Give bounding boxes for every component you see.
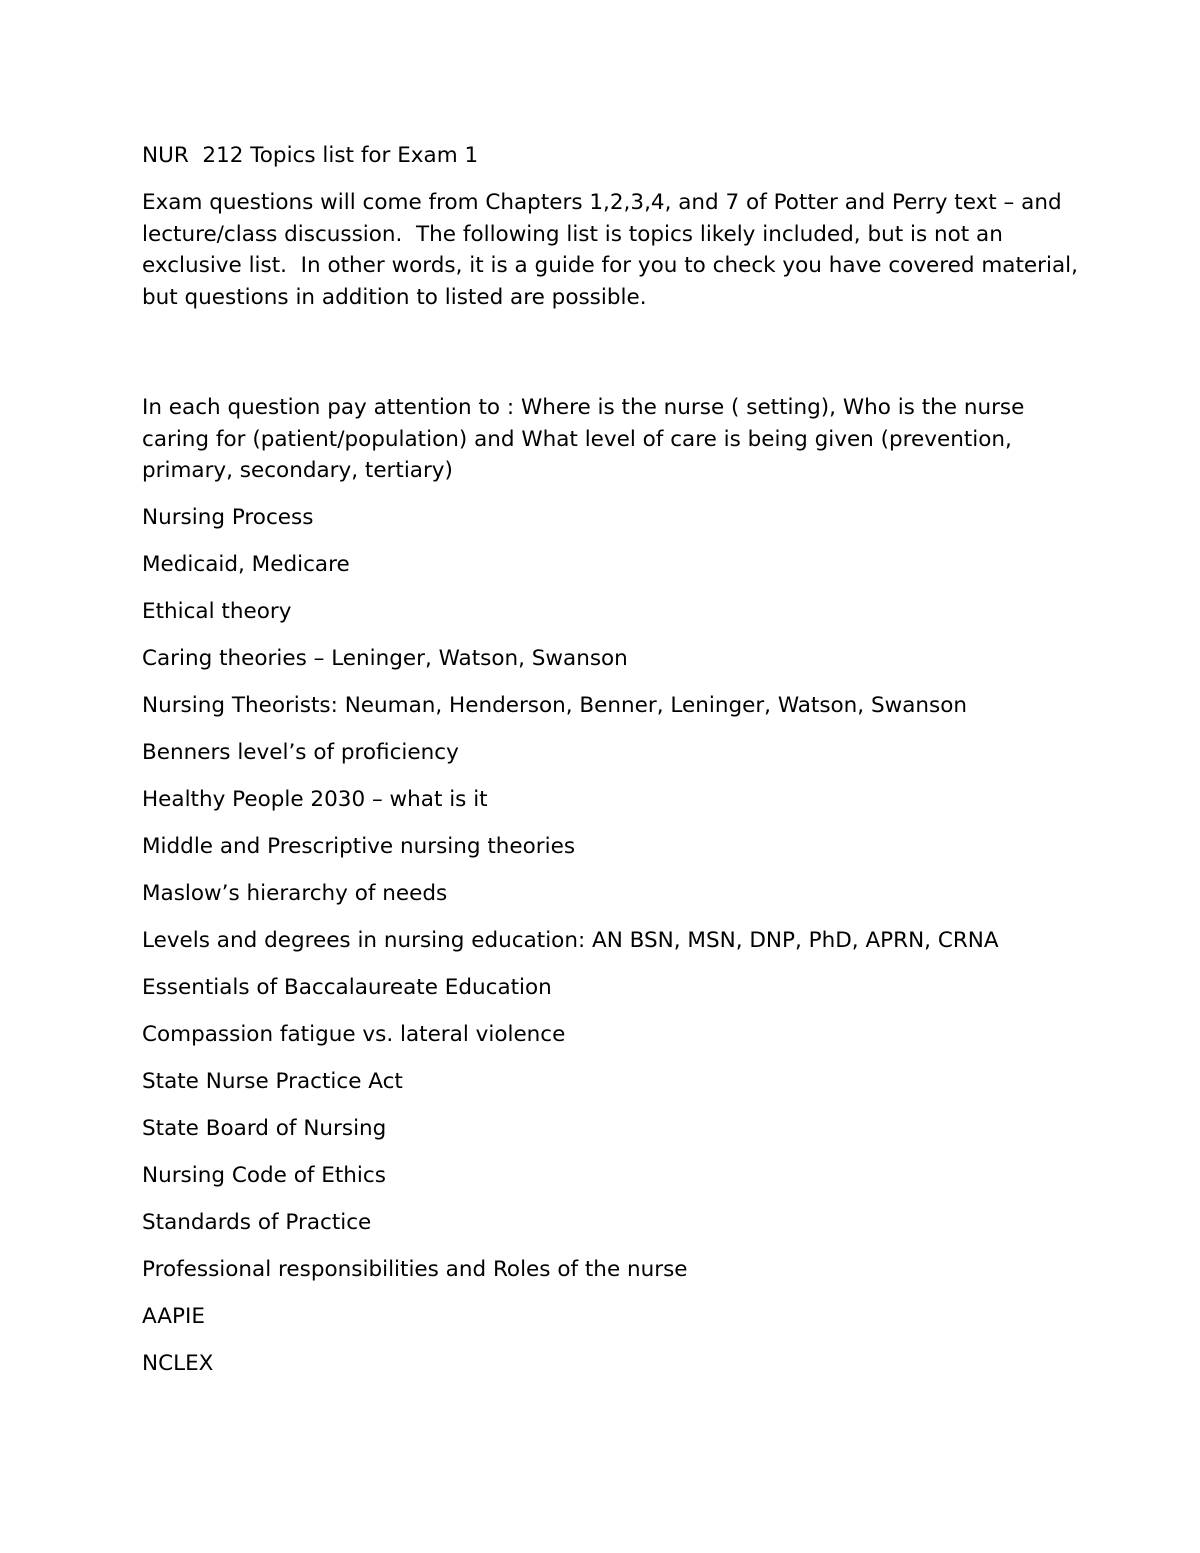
intro-paragraph: Exam questions will come from Chapters 1,2,3,4, and 7 of Potter and Perry text – and lecture/class discussion. The following list is topics likely included, but is not an exclusive list. In other words, it is a guide for you to check you have covered material, but questions in addition to listed are possible. — [142, 190, 1085, 310]
topic-item: Professional responsibilities and Roles of the nurse — [142, 1257, 688, 1282]
topic-item: Benners level’s of proficiency — [142, 740, 459, 765]
topic-item: Essentials of Baccalaureate Education — [142, 975, 552, 1000]
topic-item: Ethical theory — [142, 599, 292, 624]
topic-item: Medicaid, Medicare — [142, 552, 350, 577]
document-body — [142, 140, 1085, 1395]
topic-item: Maslow’s hierarchy of needs — [142, 881, 448, 906]
topic-item: Healthy People 2030 – what is it — [142, 787, 488, 812]
topic-item: Middle and Prescriptive nursing theories — [142, 834, 576, 859]
topic-item: Caring theories – Leninger, Watson, Swanson — [142, 646, 628, 671]
topics-list — [142, 502, 1082, 1380]
topic-item: Standards of Practice — [142, 1210, 372, 1235]
topic-item: Levels and degrees in nursing education: AN BSN, MSN, DNP, PhD, APRN, CRNA — [142, 928, 999, 953]
topic-item: NCLEX — [142, 1351, 214, 1376]
topic-item: AAPIE — [142, 1304, 205, 1329]
topic-item: Compassion fatigue vs. lateral violence — [142, 1022, 566, 1047]
topic-item: State Nurse Practice Act — [142, 1069, 403, 1094]
attention-paragraph: In each question pay attention to : Where is the nurse ( setting), Who is the nurse caring for (patient/population) and What level of care is being given (prevention, primary, secondary, tertiary) — [142, 395, 1032, 483]
topic-item: Nursing Theorists: Neuman, Henderson, Benner, Leninger, Watson, Swanson — [142, 693, 967, 718]
topic-item: Nursing Process — [142, 505, 314, 530]
document-title: NUR 212 Topics list for Exam 1 — [142, 143, 479, 168]
topic-item: Nursing Code of Ethics — [142, 1163, 386, 1188]
topic-item: State Board of Nursing — [142, 1116, 387, 1141]
